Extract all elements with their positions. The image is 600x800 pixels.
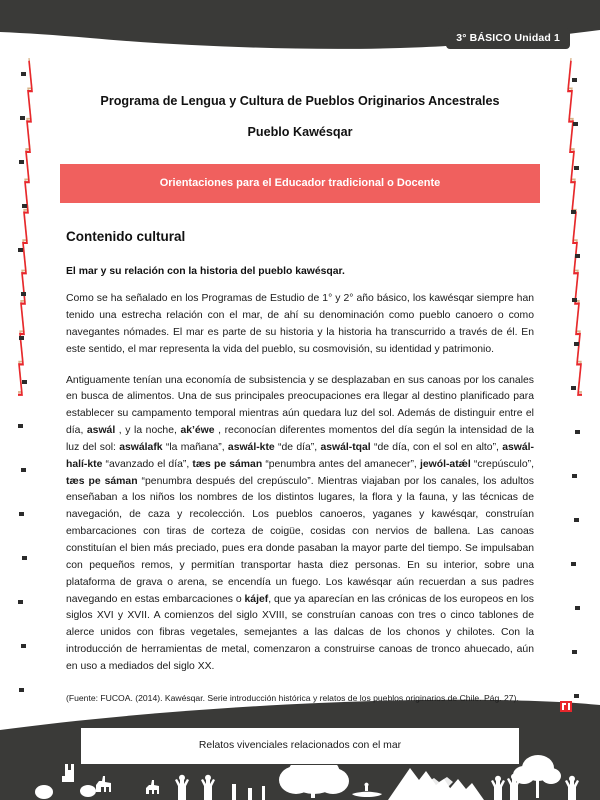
p2-seg-h: “penumbra antes del amanecer”,: [262, 458, 420, 470]
activity-box-label: Relatos vivenciales relacionados con el mar: [198, 740, 402, 752]
section-lead: El mar y su relación con la historia del pueblo kawésqar.: [66, 266, 345, 278]
p2-seg-d: “la mañana”,: [162, 441, 228, 453]
term-kajef: kájef: [244, 593, 269, 605]
p2-seg-f: “de día, con el sol en alto”,: [370, 441, 503, 453]
unit-badge: 3° BÁSICO Unidad 1: [446, 28, 570, 49]
activity-box: [80, 727, 520, 765]
p2-seg-e: “de día”,: [274, 441, 321, 453]
p2-seg-a: Antiguamente tenían una economía de subsistencia y se desplazaban en sus canoas por los canales en busca de alimentos. Una de sus principales preocupaciones era llegar al destino planificado para establecer su campamento temporal mientras aún quedara luz del sol. Además de distinguir entre el día,: [66, 374, 534, 437]
flag-icon: [559, 700, 573, 714]
term-taes-pe-saman-1: tæs pe sáman: [192, 458, 263, 470]
orientation-banner: Orientaciones para el Educador tradicional o Docente: [60, 164, 540, 203]
decorative-border-right: [560, 58, 586, 718]
term-aswal-hali-kte: aswál-halí-kte: [66, 441, 534, 470]
p2-seg-b: , y la noche,: [115, 425, 181, 437]
p2-seg-i: “crepúsculo”,: [470, 458, 534, 470]
term-akewe: ak’éwe: [180, 425, 215, 437]
term-taes-pe-saman-2: tæs pe sáman: [66, 475, 138, 487]
term-aswal-tqal: aswál-tqal: [320, 441, 371, 453]
paragraph-two: [66, 373, 534, 676]
p2-seg-g: “avanzado el día”,: [102, 458, 193, 470]
term-aswal: aswál: [86, 425, 116, 437]
section-heading: Contenido cultural: [66, 229, 186, 245]
p2-seg-c: , reconocían diferentes momentos del día según la intensidad de la luz del sol:: [66, 425, 534, 453]
p2-seg-k: , que ya aparecían en las crónicas de los europeos en los siglos XVI y XVII. A comienzos del siglo XVIII, se construían canoas con tres o cinco tablones de alerce unidos con fibras vegetales, semejantes a las dalcas de los chonos y chilotes. Con la introducción de herramientas de metal, comenzaron a construirse canoas de tronco ahuecado, aún en uso a mediados del siglo XX.: [66, 593, 534, 672]
p2-seg-j: “penumbra después del crepúsculo”. Mientras viajaban por los canales, los adultos enseñaban a los niños los nombres de los distintos lugares, la flora y la fauna, y las técnicas de navegación, de caza y recolección. Los pueblos canoeros, yaganes y kawésqar, construían embarcaciones con tiras de corteza de coigüe, cosidas con nervios de ballena. Las canoas constituían el bien más preciado, pues era donde pasaban la mayor parte del tiempo. Se impulsaban con pequeños remos, y permitían transportar hasta diez personas. En su interior, sobre una plataforma de grava o arena, se encendía un fuego. Los kawésqar aún recuerdan a sus padres navegando en estas embarcaciones o: [66, 475, 534, 605]
document-content: [60, 60, 540, 765]
page-title: Programa de Lengua y Cultura de Pueblos Originarios Ancestrales: [100, 94, 500, 108]
term-aswal-kte: aswál-kte: [227, 441, 275, 453]
decorative-border-left: [14, 58, 40, 718]
term-aswalafk: aswálafk: [119, 441, 163, 453]
source-citation: (Fuente: FUCOA. (2014). Kawésqar. Serie introducción histórica y relatos de los pueblos originarios de Chile. Pág. 27).: [66, 692, 519, 703]
term-jewol-atael: jewól-atǽl: [419, 458, 471, 470]
paragraph-one: Como se ha señalado en los Programas de Estudio de 1° y 2° año básico, los kawésqar siempre han tenido una estrecha relación con el mar, de ahí su denominación como pueblo canoero o como navegantes nómades. El mar es parte de su historia y la historia ha transcurrido a través de él. En este sentido, el mar representa la vida del pueblo, su cosmovisión, su identidad y patrimonio.: [66, 293, 534, 355]
page-subtitle: Pueblo Kawésqar: [247, 124, 353, 139]
